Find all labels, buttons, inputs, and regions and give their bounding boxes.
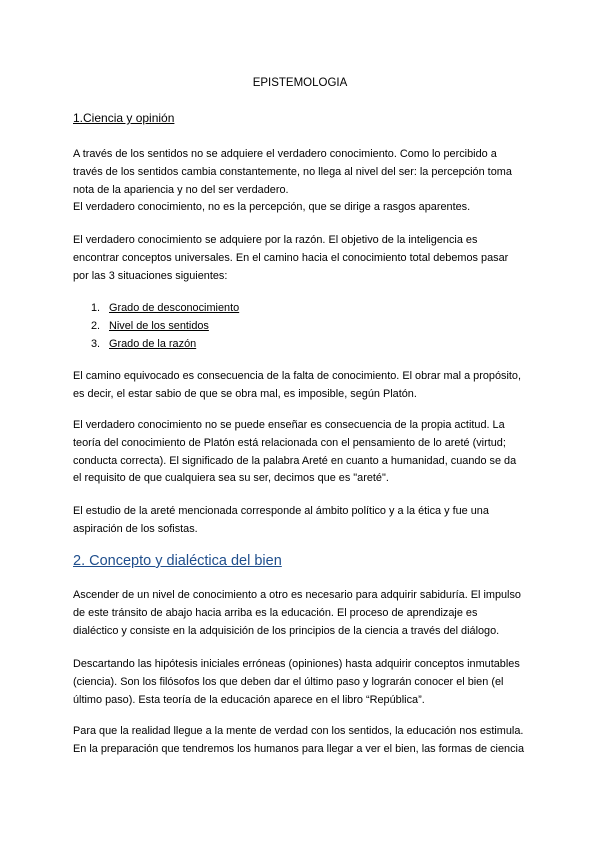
list-item bbox=[73, 317, 239, 335]
text-line: el requisito de que cualquiera sea su ser, decimos que es "areté". bbox=[73, 472, 389, 485]
list-number: 3. bbox=[91, 338, 101, 350]
text-line: A través de los sentidos no se adquiere el verdadero conocimiento. Como lo percibido a bbox=[73, 148, 497, 160]
text-line: Ascender de un nivel de conocimiento a otro es necesario para adquirir sabiduría. El impulso bbox=[73, 589, 521, 601]
text-line: es decir, el estar sabio de que se obra mal, es imposible, según Platón. bbox=[73, 387, 417, 400]
text-line: En la preparación que tendremos los humanos para llegar a ver el bien, las formas de ciencia bbox=[73, 742, 525, 755]
text-line: dialéctico y consiste en la adquisición de los principios de la ciencia a través del diálogo. bbox=[73, 624, 500, 637]
paragraph-hipotesis bbox=[73, 656, 535, 709]
list-number: 2. bbox=[91, 320, 101, 332]
section-heading-ciencia-opinion: 1.Ciencia y opinión bbox=[73, 111, 175, 125]
list-item bbox=[73, 335, 239, 353]
paragraph-sofistas bbox=[73, 503, 535, 539]
list-text: Grado de la razón bbox=[109, 338, 197, 350]
list-text: Grado de desconocimiento bbox=[109, 302, 240, 314]
text-line: Descartando las hipótesis iniciales erróneas (opiniones) hasta adquirir conceptos inmutables bbox=[73, 658, 520, 670]
paragraph-ascender bbox=[73, 587, 535, 640]
text-line: través de los sentidos cambia constantemente, no llega al nivel del ser: la percepción toma bbox=[73, 165, 512, 178]
paragraph-razon bbox=[73, 232, 535, 285]
text-line: El estudio de la areté mencionada corresponde al ámbito político y a la ética y fue una bbox=[73, 505, 489, 517]
document-title: EPISTEMOLOGIA bbox=[252, 77, 348, 89]
section-heading-dialectica-bien: 2. Concepto y dialéctica del bien bbox=[73, 553, 282, 569]
paragraph-realidad bbox=[73, 723, 535, 759]
paragraph-arete bbox=[73, 417, 535, 488]
numbered-list bbox=[73, 299, 239, 353]
text-line: aspiración de los sofistas. bbox=[73, 522, 198, 535]
text-line: encontrar conceptos universales. En el camino hacia el conocimiento total debemos pasar bbox=[73, 251, 509, 264]
text-line: conducta correcta). El significado de la palabra Areté en cuanto a humanidad, cuando se da bbox=[73, 454, 517, 467]
text-line: por las 3 situaciones siguientes: bbox=[73, 269, 228, 282]
text-line: nota de la apariencia y no del ser verdadero. bbox=[73, 183, 289, 196]
text-line: El camino equivocado es consecuencia de la falta de conocimiento. El obrar mal a propósito, bbox=[73, 370, 521, 382]
list-number: 1. bbox=[91, 302, 101, 314]
text-line: teoría del conocimiento de Platón está relacionada con el pensamiento de lo areté (virtud; bbox=[73, 436, 506, 449]
text-line: último paso). Esta teoría de la educación aparece en el libro “República”. bbox=[73, 693, 425, 706]
paragraph-camino-equivocado bbox=[73, 368, 535, 404]
text-line: El verdadero conocimiento no se puede enseñar es consecuencia de la propia actitud. La bbox=[73, 419, 505, 431]
list-text: Nivel de los sentidos bbox=[109, 320, 209, 332]
text-line: El verdadero conocimiento, no es la percepción, que se dirige a rasgos aparentes. bbox=[73, 201, 471, 214]
text-line: Para que la realidad llegue a la mente de verdad con los sentidos, la educación nos estimula. bbox=[73, 725, 524, 737]
text-line: El verdadero conocimiento se adquiere por la razón. El objetivo de la inteligencia es bbox=[73, 234, 478, 246]
text-line: (ciencia). Son los filósofos los que deben dar el último paso y lograrán conocer el bien (el bbox=[73, 675, 504, 688]
list-item bbox=[73, 299, 239, 317]
text-line: de este tránsito de abajo hacia arriba es la educación. El proceso de aprendizaje es bbox=[73, 606, 478, 619]
paragraph-sentidos bbox=[73, 146, 535, 217]
